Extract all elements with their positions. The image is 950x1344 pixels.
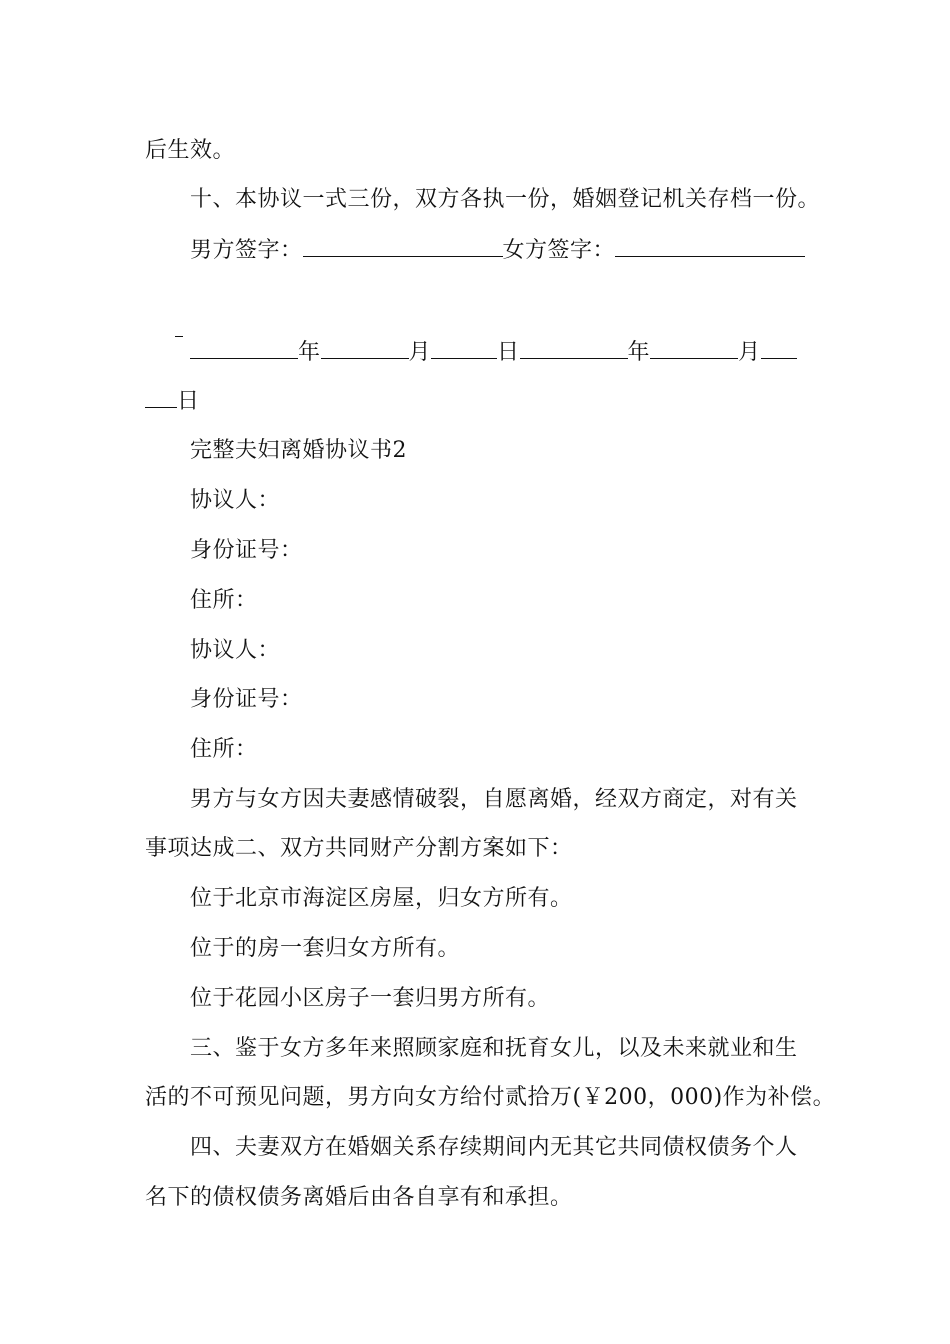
male-signature-blank — [303, 255, 503, 257]
property-item: 位于的房一套归女方所有。 — [190, 936, 461, 961]
id-number-label: 身份证号： — [190, 687, 303, 712]
month-label: 月 — [738, 340, 761, 365]
address-label: 住所： — [190, 588, 258, 613]
date-row — [190, 338, 797, 368]
section-title: 完整夫妇离婚协议书2 — [190, 438, 407, 463]
clause-three: 活的不可预见问题，男方向女方给付贰拾万(￥200，000)作为补偿。 — [145, 1085, 836, 1110]
month-label: 月 — [408, 340, 432, 365]
year-label: 年 — [627, 340, 651, 365]
month-blank — [650, 357, 738, 359]
clause-three: 三、鉴于女方多年来照顾家庭和抚育女儿，以及未来就业和生 — [190, 1036, 798, 1061]
signature-wrap — [145, 290, 183, 380]
year-blank — [520, 357, 628, 359]
day-label: 日 — [177, 389, 200, 414]
clause-four: 四、夫妻双方在婚姻关系存续期间内无其它共同债权债务个人 — [190, 1135, 798, 1160]
day-blank — [145, 406, 177, 408]
day-blank — [761, 357, 797, 359]
paragraph-line: 男方与女方因夫妻感情破裂，自愿离婚，经双方商定，对有关 — [190, 787, 798, 812]
paragraph-line: 事项达成二、双方共同财产分割方案如下： — [145, 836, 573, 861]
clause-four: 名下的债权债务离婚后由各自享有和承担。 — [145, 1185, 573, 1210]
property-item: 位于花园小区房子一套归男方所有。 — [190, 986, 551, 1011]
address-label: 住所： — [190, 737, 258, 762]
signature-blank-wrap — [175, 335, 183, 337]
id-number-label: 身份证号： — [190, 538, 303, 563]
party-label: 协议人： — [190, 488, 281, 513]
female-signature-label: 女方签字： — [502, 238, 616, 263]
day-label: 日 — [497, 340, 520, 365]
year-label: 年 — [298, 340, 321, 365]
year-blank — [190, 357, 298, 359]
month-blank — [321, 357, 409, 359]
date-wrap — [145, 387, 200, 417]
male-signature-label: 男方签字： — [190, 238, 303, 263]
party-label: 协议人： — [190, 638, 281, 663]
clause-ten: 十、本协议一式三份，双方各执一份，婚姻登记机关存档一份。 — [190, 187, 821, 212]
signature-row — [190, 236, 805, 266]
property-item: 位于北京市海淀区房屋，归女方所有。 — [190, 886, 573, 911]
text-line: 后生效。 — [145, 138, 236, 163]
female-signature-blank — [615, 255, 805, 257]
day-blank — [431, 357, 497, 359]
